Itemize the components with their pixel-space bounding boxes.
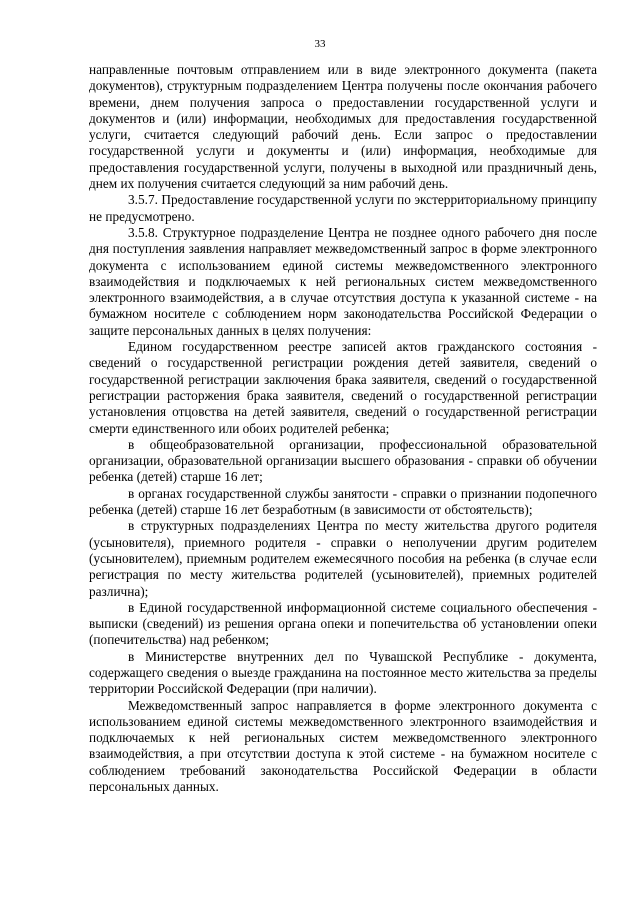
page-number: 33	[314, 38, 326, 50]
list-item-civil-registry: Едином государственном реестре записей актов гражданского состояния - сведений о государственной регистрации рождения детей заявителя, сведений о государственной регистрации заключения брака заявителя, сведений о государственной регистрации расторжения брака заявителя, сведений о государственной регистрации установления отцовства на детей заявителя, сведений о государственной регистрации смерти единственного или обоих родителей ребенка;	[89, 339, 597, 436]
list-item-interior-ministry: в Министерстве внутренних дел по Чувашской Республике - документа, содержащего сведения о выезде гражданина на постоянное место жительства за пределы территории Российской Федерации (при наличии).	[89, 648, 597, 697]
list-item-education: в общеобразовательной организации, профессиональной образовательной организации, образовательной организации высшего образования - справки об обучении ребенка (детей) старше 16 лет;	[89, 436, 597, 485]
list-item-center-subdivisions: в структурных подразделениях Центра по месту жительства другого родителя (усыновителя), приемного родителя - справки о неполучении другим родителем (усыновителем), приемным родителем ежемесячного пособия на ребенка (в случае если регистрация по месту жительства родителей (усыновителей), приемных родителей различна);	[89, 518, 597, 599]
paragraph-interdepartmental-request: Межведомственный запрос направляется в форме электронного документа с использованием единой системы межведомственного электронного взаимодействия и подключаемых к ней региональных систем межведомственного электронного взаимодействия, а при отсутствии доступа к этой системе - на бумажном носителе с соблюдением требований законодательства Российской Федерации в области персональных данных.	[89, 697, 597, 795]
paragraph-3-5-8: 3.5.8. Структурное подразделение Центра не позднее одного рабочего дня после дня поступления заявления направляет межведомственный запрос в форме электронного документа с использованием единой системы межведомственного электронного взаимодействия и подключаемых к ней региональных систем межведомственного электронного взаимодействия, а в случае отсутствия доступа к указанной системе - на бумажном носителе с соблюдением норм законодательства Российской Федерации о защите персональных данных в целях получения:	[89, 224, 597, 338]
paragraph-3-5-7: 3.5.7. Предоставление государственной услуги по экстерриториальному принципу не предусмотрено.	[89, 192, 597, 224]
list-item-employment-service: в органах государственной службы занятости - справки о признании подопечного ребенка (детей) старше 16 лет безработным (в зависимости от обстоятельств);	[89, 485, 597, 518]
document-body	[89, 62, 597, 795]
list-item-social-security-system: в Единой государственной информационной системе социального обеспечения - выписки (сведений) из решения органа опеки и попечительства об установлении опеки (попечительства) над ребенком;	[89, 599, 597, 648]
paragraph-continuation: направленные почтовым отправлением или в виде электронного документа (пакета документов), структурным подразделением Центра получены после окончания рабочего времени, днем получения запроса о предоставлении государственной услуги и документов и (или) информации, необходимых для предоставления государственной услуги, считается следующий рабочий день. Если запрос о предоставлении государственной услуги и документы и (или) информация, необходимые для предоставления государственной услуги, получены в выходной или праздничный день, днем их получения считается следующий за ним рабочий день.	[89, 62, 597, 192]
